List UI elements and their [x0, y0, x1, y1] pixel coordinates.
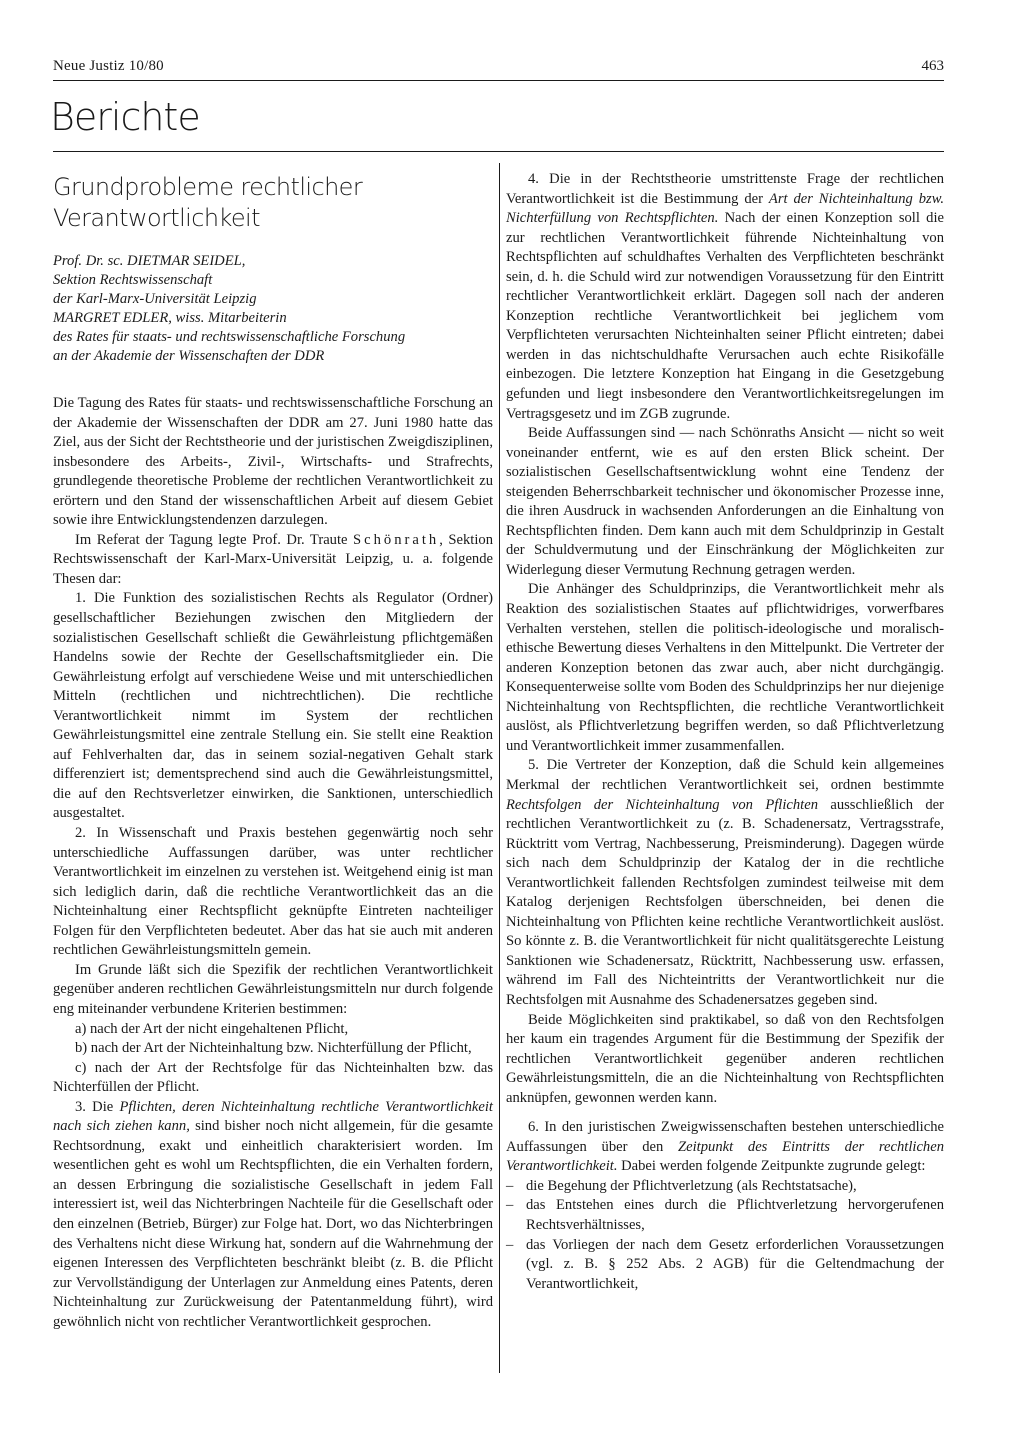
author-line: des Rates für staats- und rechtswissenschaftliche Forschung [53, 329, 406, 345]
author-block [53, 252, 493, 366]
dash-list-item: – das Entstehen eines durch die Pflichtverletzung hervorgerufenen Rechtsverhältnisses, [506, 1196, 944, 1235]
emphasis-text: Pflichten, deren Nichteinhaltung rechtliche Verantwortlichkeit nach sich ziehen kann, [53, 1098, 493, 1135]
paragraph-text: sind bisher noch nicht allgemein, für die gesamte Rechtsordnung, exakt und einheitlich charakterisiert worden. Im wesentlichen geht es wohl um Rechtspflichten, die ein Verhalten fordern, an dessen Erbringung die sozialistische Gesellschaft in jedem Fall interessiert ist, weil das Nichterbringen Nachteile für die Gesellschaft oder den einzelnen (Betrieb, Bürger) zur Folge hat. Dort, wo das Nichterbringen des Verhaltens nicht diese Wirkung hat, sondern auf die Wahrnehmung der eigenen Interessen des Verpflichteten beschränkt bleibt (z. B. die Pflicht zur Vervollständigung der Unterlagen zur Anmeldung eines Patents, deren Nichteinhaltung zur Zurückweisung der Patentanmeldung führt), wird gewöhnlich nicht von rechtlicher Verantwortlichkeit gesprochen. [53, 1118, 494, 1330]
author-line: Sektion Rechtswissenschaft [53, 272, 213, 288]
paragraph-gap [506, 1108, 944, 1118]
list-item: a) nach der Art der nicht eingehaltenen Pflicht, [75, 1020, 349, 1037]
left-column [53, 172, 493, 1332]
paragraph: 2. In Wissenschaft und Praxis bestehen gegenwärtig noch sehr unterschiedliche Auffassungen darüber, was unter rechtlicher Verantwortlichkeit im einzelnen zu verstehen ist. Weitgehend einig ist man sich lediglich darin, daß die rechtliche Verantwortlichkeit das an die Nichteinhaltung einer Rechtspflicht geknüpfte Eintreten nachteiliger Folgen für den Verpflichteten bedeutet. Aber das hat sie auch mit anderen rechtlichen Gewährleistungsmitteln gemein. [53, 825, 493, 959]
paragraph: Im Grunde läßt sich die Spezifik der rechtlichen Verantwortlichkeit gegenüber anderen rechtlichen Gewährleistungsmitteln nur durch folgende eng miteinander verbundene Kriterien bestimmen: [53, 961, 493, 1017]
list-item: b) nach der Art der Nichteinhaltung bzw. Nichterfüllung der Pflicht, [75, 1040, 472, 1057]
paragraph [53, 531, 493, 590]
section-title: Berichte [50, 95, 200, 139]
paragraph-text: , Sektion Rechtswissenschaft der Karl-Marx-Universität Leipzig, u. a. folgende Thesen dar: [53, 531, 493, 587]
paragraph-text: Dabei werden folgende Zeitpunkte zugrunde gelegt: [617, 1158, 926, 1175]
article-title-line-1: Grundprobleme rechtlicher [53, 173, 363, 201]
section-rule [53, 151, 944, 152]
paragraph-text: 5. Die Vertreter der Konzeption, daß die Schuld kein allgemeines Merkmal der rechtlichen Verantwortlichkeit sei, ordnen bestimmte [506, 757, 944, 793]
paragraph [506, 1118, 944, 1177]
paragraph-text: Im Referat der Tagung legte Prof. Dr. Traute [75, 531, 354, 548]
dash-list-item: – die Begehung der Pflichtverletzung (als Rechtstatsache), [506, 1177, 944, 1197]
paragraph-text: ausschließlich der rechtlichen Verantwortlichkeit zu (z. B. Schadenersatz, Vertragsstrafe, Rücktritt vom Vertrag, Nachbesserung, Preisminderung). Dagegen würde sich nach dem Schuldprinzip der Katalog der in die rechtliche Verantwortlichkeit fallenden Rechtsfolgen zumindest teilweise mit dem Katalog derjenigen Rechtsfolgen überschneiden, bei denen die Nichteinhaltung von Pflichten keine rechtliche Verantwortlichkeit auslöst. So könnte z. B. die Verantwortlichkeit für nicht qualitätsgerechte Leistung Sanktionen wie Schadenersatz, Rücktritt, Nachbesserung usw. erfassen, während im Fall des Nichteintritts der Verantwortlichkeit nur die Rechtsfolgen mit Ausnahme des Schadenersatzes gegeben sind. [506, 796, 944, 1008]
page-number: 463 [921, 58, 944, 74]
paragraph: Beide Möglichkeiten sind praktikabel, so daß von den Rechtsfolgen her kaum ein tragendes Argument für die Bestimmung der Spezifik der rechtlichen Verantwortlichkeit gegenüber anderen rechtlichen Gewährleistungsmitteln, die an die Nichteinhaltung von Rechtspflichten anknüpfen, gewonnen werden kann. [506, 1011, 944, 1106]
paragraph-text: 6. In den juristischen Zweigwissenschaften bestehen unterschiedliche Auffassungen über den [506, 1119, 944, 1155]
emphasis-text: Rechtsfolgen der Nichteinhaltung von Pflichten [506, 796, 818, 813]
paragraph-text: Nach der einen Konzeption soll die zur rechtlichen Verantwortlichkeit führende Nichteinhaltung von Rechtspflichten auf schuldhaftes Verhalten des Verpflichteten beschränkt sein, d. h. die Schuld wird zur notwendigen Voraussetzung für den Eintritt rechtlicher Verantwortlichkeit erklärt. Dagegen soll nach der anderen Konzeption rechtliche Verantwortlichkeit bei jeglichem vom Verpflichteten verursachten Nichteinhalten seiner Pflicht eintreten; dabei werden in das nichtschuldhafte Verursachen auch echte Risikofälle einbezogen. Die letztere Konzeption hat Eingang in die Gesetzgebung gefunden und liegt insbesondere den Verantwortlichkeitsregelungen im Vertragsgesetz und im ZGB zugrunde. [506, 210, 945, 422]
paragraph [506, 170, 944, 424]
running-head: Neue Justiz 10/80 [53, 58, 164, 74]
paragraph: Beide Auffassungen sind — nach Schönraths Ansicht — nicht so weit voneinander entfernt, wie es auf den ersten Blick scheint. Der sozialistischen Gesellschaftsentwicklung wohnt eine Tendenz der steigenden Beherrschbarkeit technischer und ökonomischer Prozesse inne, die ihren Ausdruck in wachsenden Anforderungen an die Einhaltung von Rechtspflichten finden. Dem kann auch mit dem Schuldprinzip in Gestalt der Schuldvermutung und der Einschränkung der Möglichkeiten zur Widerlegung dieser Vermutung Rechnung getragen werden. [506, 425, 944, 578]
column-separator [499, 163, 500, 1373]
emphasis-text: Zeitpunkt des Eintritts der rechtlichen Verantwortlichkeit. [506, 1138, 944, 1175]
emphasis-text: Art der Nichteinhaltung bzw. Nichterfüllung von Rechtspflichten. [506, 190, 944, 227]
article-title [53, 172, 493, 234]
paragraph: Die Anhänger des Schuldprinzips, die Verantwortlichkeit mehr als Reaktion des sozialistischen Staates auf pflichtwidriges, vorwerfbares Verhalten verstehen, stellen die politisch-ideologische und moralisch-ethische Bewertung dieses Verhaltens in den Mittelpunkt. Die Vertreter der anderen Konzeption betonen das zwar auch, aber nicht durchgängig. Konsequenterweise sollte vom Boden des Schuldprinzips her nur diejenige Nichteinhaltung von Rechtspflichten, die rechtliche Verantwortlichkeit auslöst, als Pflichtverletzung begriffen werden, so daß Pflichtverletzung und Verantwortlichkeit immer zusammenfallen. [506, 581, 944, 754]
dash-list-item: – das Vorliegen der nach dem Gesetz erforderlichen Voraussetzungen (vgl. z. B. § 252 Abs. 2 AGB) für die Geltendmachung der Verantwortlichkeit, [506, 1236, 944, 1295]
header-rule [53, 80, 944, 81]
paragraph-text: 3. Die [75, 1098, 120, 1115]
right-column [506, 170, 944, 1294]
paragraph: Die Tagung des Rates für staats- und rechtswissenschaftliche Forschung an der Akademie der Wissenschaften der DDR am 27. Juni 1980 hatte das Ziel, aus der Sicht der Rechtstheorie und der juristischen Zweigdisziplinen, insbesondere des Arbeits-, Zivil-, Wirtschafts- und Strafrechts, grundlegende theoretische Probleme der rechtlichen Verantwortlichkeit zu erörtern und den Stand der wissenschaftlichen Arbeit auf diesem Gebiet sowie ihre Entwicklungstendenzen darzulegen. [53, 395, 493, 529]
author-line: der Karl-Marx-Universität Leipzig [53, 291, 257, 307]
dash-list [506, 1177, 944, 1294]
author-line: MARGRET EDLER, wiss. Mitarbeiterin [53, 310, 287, 326]
paragraph [506, 756, 944, 1010]
author-line: an der Akademie der Wissenschaften der DDR [53, 348, 325, 364]
paragraph-text: 4. Die in der Rechtstheorie umstrittenste Frage der rechtlichen Verantwortlichkeit ist die Bestimmung der [506, 171, 944, 207]
paragraph: 1. Die Funktion des sozialistischen Rechts als Regulator (Ordner) gesellschaftlicher Beziehungen zwischen den Mitgliedern der sozialistischen Gesellschaft schließt die Gewährleistung pflichtgemäßen Handelns sowie der Rechte der Gesellschaftsmitglieder ein. Die Gewährleistung erfolgt auf verschiedene Weise und mit unterschiedlichen Mitteln (rechtlichen und nichtrechtlichen). Die rechtliche Verantwortlichkeit nimmt im System der rechtlichen Gewährleistungsmittel eine zentrale Stellung ein. Sie stellt eine Reaktion auf Fehlverhalten dar, das in seinem sozial-negativen Gehalt stark differenziert ist; dementsprechend sind auch die Gewährleistungsmittel, die auf den Rechtsverletzer einwirken, die Sanktionen, unterschiedlich ausgestaltet. [53, 590, 493, 822]
spaced-name: Schönrath [353, 531, 440, 548]
paragraph [53, 1098, 493, 1333]
list-item: c) nach der Art der Rechtsfolge für das Nichteinhalten bzw. das Nichterfüllen der Pflicht. [53, 1059, 493, 1096]
article-title-line-2: Verantwortlichkeit [53, 204, 260, 232]
author-line: Prof. Dr. sc. DIETMAR SEIDEL, [53, 253, 246, 269]
